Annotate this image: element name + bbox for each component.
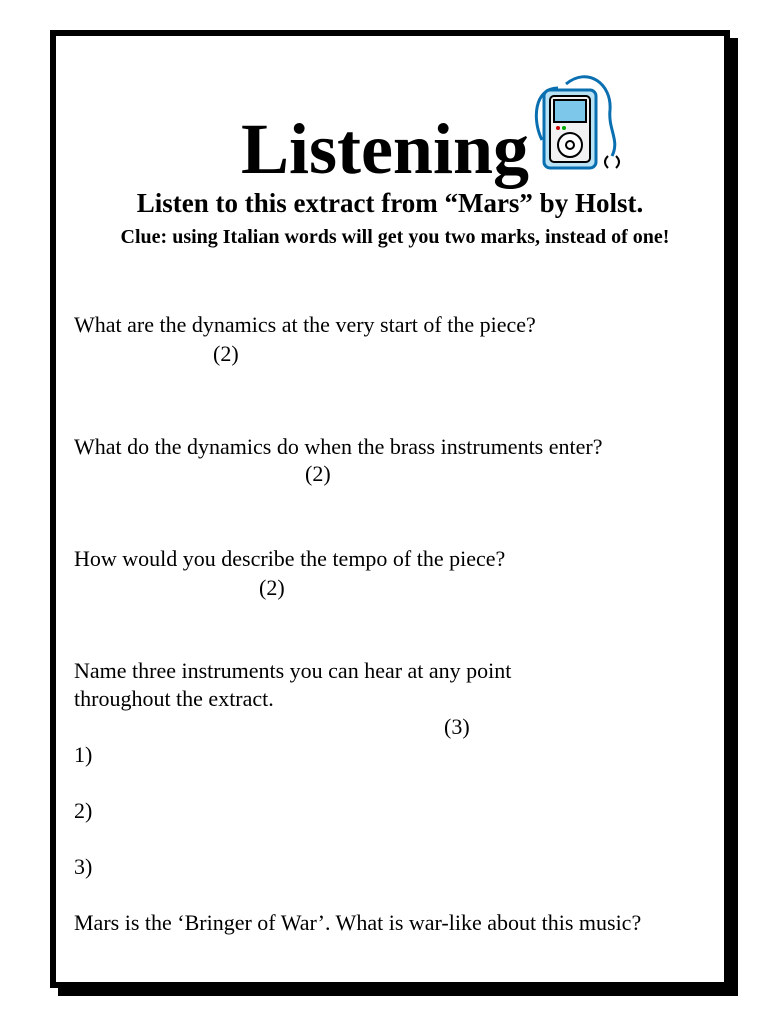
answer-label-3: 3) xyxy=(74,854,93,879)
question-5: Mars is the ‘Bringer of War’. What is war-like about this music? xyxy=(74,910,642,935)
question-1: What are the dynamics at the very start of the piece? xyxy=(74,312,536,337)
subtitle: Listen to this extract from “Mars” by Holst. xyxy=(136,188,644,218)
question-3: How would you describe the tempo of the piece? xyxy=(74,546,506,571)
question-2-marks: (2) xyxy=(305,461,331,486)
answer-label-2: 2) xyxy=(74,798,93,823)
clue-text: Clue: using Italian words will get you two marks, instead of one! xyxy=(120,226,670,248)
answer-label-1: 1) xyxy=(74,742,93,767)
worksheet-frame xyxy=(50,30,730,988)
page-title: Listening xyxy=(240,109,530,189)
question-2: What do the dynamics do when the brass instruments enter? xyxy=(74,434,603,459)
question-4: Name three instruments you can hear at any point throughout the extract. xyxy=(74,658,512,711)
question-3-marks: (2) xyxy=(259,575,285,600)
question-4-marks: (3) xyxy=(444,714,470,739)
mp3-player-icon xyxy=(528,70,624,174)
question-1-marks: (2) xyxy=(213,341,239,366)
